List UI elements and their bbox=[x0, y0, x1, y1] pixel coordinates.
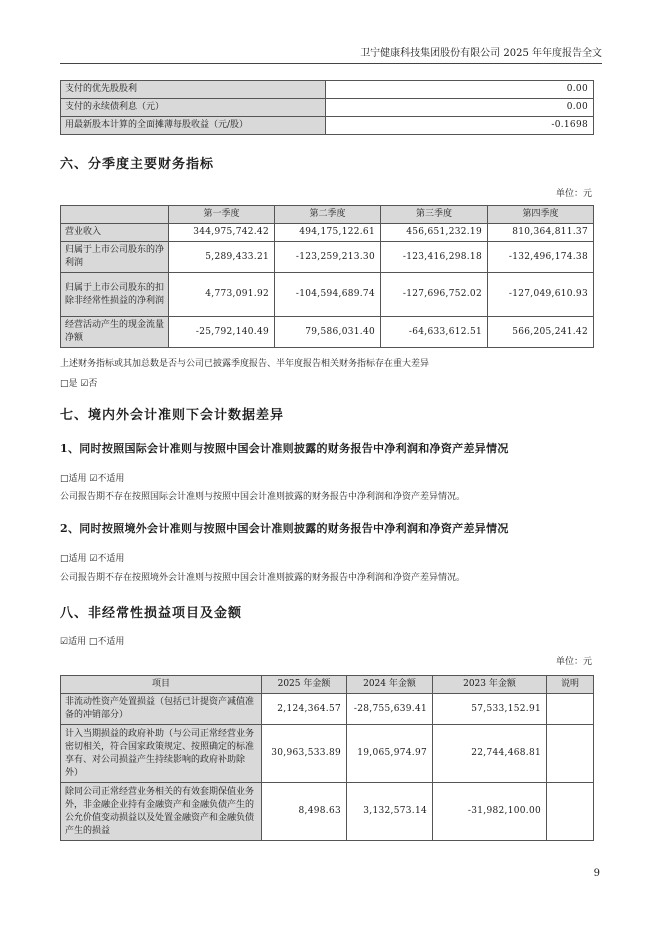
table-row bbox=[61, 273, 594, 317]
cell-value bbox=[547, 783, 594, 841]
cell-value: -123,259,213.30 bbox=[275, 242, 381, 273]
section6-choice: □是 ☑否 bbox=[60, 379, 98, 389]
section7-sub1-choice: □适用 ☑不适用 bbox=[60, 474, 125, 484]
table-row bbox=[61, 725, 594, 783]
cell-value: -25,792,140.49 bbox=[169, 317, 275, 348]
table-row bbox=[61, 81, 594, 99]
cell-value: 4,773,091.92 bbox=[169, 273, 275, 317]
cell-value: 79,586,031.40 bbox=[275, 317, 381, 348]
page-header bbox=[60, 40, 602, 64]
row-label: 非流动性资产处置损益（包括已计提资产减值准备的冲销部分） bbox=[61, 694, 262, 725]
cell-value: -28,755,639.41 bbox=[347, 694, 433, 725]
cell-value: 5,289,433.21 bbox=[169, 242, 275, 273]
section6-unit: 单位：元 bbox=[555, 189, 592, 199]
column-header: 2024 年金额 bbox=[347, 676, 433, 694]
row-label: 支付的优先股股利 bbox=[61, 81, 326, 99]
table-row bbox=[61, 117, 594, 135]
table-row bbox=[61, 694, 594, 725]
dividend-table bbox=[60, 80, 594, 135]
column-header: 2025 年金额 bbox=[262, 676, 347, 694]
column-header: 第三季度 bbox=[381, 206, 488, 224]
cell-value: -104,594,689.74 bbox=[275, 273, 381, 317]
column-header: 2023 年金额 bbox=[433, 676, 547, 694]
column-header: 项目 bbox=[61, 676, 262, 694]
cell-value: 344,975,742.42 bbox=[169, 224, 275, 242]
cell-value: 810,364,811.37 bbox=[488, 224, 594, 242]
cell-value: -64,633,612.51 bbox=[381, 317, 488, 348]
section8-unit: 单位：元 bbox=[555, 657, 592, 667]
cell-value: 57,533,152.91 bbox=[433, 694, 547, 725]
cell-value: -127,049,610.93 bbox=[488, 273, 594, 317]
header-title: 卫宁健康科技集团股份有限公司 2025 年年度报告全文 bbox=[360, 48, 602, 59]
cell-value bbox=[547, 694, 594, 725]
section6-note: 上述财务指标或其加总数是否与公司已披露季度报告、半年度报告相关财务指标存在重大差异 bbox=[60, 359, 430, 369]
page-number: 9 bbox=[593, 868, 600, 879]
row-label: 计入当期损益的政府补助（与公司正常经营业务密切相关，符合国家政策规定、按照确定的标准享有、对公司损益产生持续影响的政府补助除外） bbox=[61, 725, 262, 783]
cell-value: 2,124,364.57 bbox=[262, 694, 347, 725]
row-label: 经营活动产生的现金流量净额 bbox=[61, 317, 169, 348]
section7-sub2-title: 2、同时按照境外会计准则与按照中国会计准则披露的财务报告中净利润和净资产差异情况 bbox=[60, 522, 509, 535]
nonrecurring-table bbox=[60, 675, 594, 841]
row-label: 支付的永续债利息（元） bbox=[61, 99, 326, 117]
section7-sub1-text: 公司报告期不存在按照国际会计准则与按照中国会计准则披露的财务报告中净利润和净资产差异情况。 bbox=[60, 492, 466, 502]
row-label: 归属于上市公司股东的净利润 bbox=[61, 242, 169, 273]
cell-value: -31,982,100.00 bbox=[433, 783, 547, 841]
quarterly-table bbox=[60, 205, 594, 348]
table-row bbox=[61, 242, 594, 273]
cell-value: 30,963,533.89 bbox=[262, 725, 347, 783]
cell-value: 566,205,241.42 bbox=[488, 317, 594, 348]
column-header: 说明 bbox=[547, 676, 594, 694]
cell-value: 3,132,573.14 bbox=[347, 783, 433, 841]
row-label: 归属于上市公司股东的扣除非经常性损益的净利润 bbox=[61, 273, 169, 317]
cell-value: 8,498.63 bbox=[262, 783, 347, 841]
section7-sub2-text: 公司报告期不存在按照境外会计准则与按照中国会计准则披露的财务报告中净利润和净资产差异情况。 bbox=[60, 573, 466, 583]
column-header bbox=[61, 206, 169, 224]
row-label: 营业收入 bbox=[61, 224, 169, 242]
row-value: 0.00 bbox=[326, 81, 594, 99]
section7-sub1-title: 1、同时按照国际会计准则与按照中国会计准则披露的财务报告中净利润和净资产差异情况 bbox=[60, 442, 509, 455]
column-header: 第一季度 bbox=[169, 206, 275, 224]
cell-value: 494,175,122.61 bbox=[275, 224, 381, 242]
cell-value: -127,696,752.02 bbox=[381, 273, 488, 317]
section7-title: 七、境内外会计准则下会计数据差异 bbox=[60, 408, 285, 423]
row-label: 除同公司正常经营业务相关的有效套期保值业务外，非金融企业持有金融资产和金融负债产生的公允价值变动损益以及处置金融资产和金融负债产生的损益 bbox=[61, 783, 262, 841]
table-row bbox=[61, 783, 594, 841]
column-header: 第二季度 bbox=[275, 206, 381, 224]
section8-choice: ☑适用 □不适用 bbox=[60, 637, 125, 647]
cell-value: 22,744,468.81 bbox=[433, 725, 547, 783]
cell-value: 19,065,974.97 bbox=[347, 725, 433, 783]
cell-value: -123,416,298.18 bbox=[381, 242, 488, 273]
cell-value: 456,651,232.19 bbox=[381, 224, 488, 242]
cell-value bbox=[547, 725, 594, 783]
table-row bbox=[61, 224, 594, 242]
table-header-row bbox=[61, 676, 594, 694]
table-row bbox=[61, 317, 594, 348]
section6-title: 六、分季度主要财务指标 bbox=[60, 157, 215, 172]
cell-value: -132,496,174.38 bbox=[488, 242, 594, 273]
row-value: 0.00 bbox=[326, 99, 594, 117]
table-header-row bbox=[61, 206, 594, 224]
row-label: 用最新股本计算的全面摊薄每股收益（元/股） bbox=[61, 117, 326, 135]
table-row bbox=[61, 99, 594, 117]
row-value: -0.1698 bbox=[326, 117, 594, 135]
column-header: 第四季度 bbox=[488, 206, 594, 224]
section7-sub2-choice: □适用 ☑不适用 bbox=[60, 554, 125, 564]
section8-title: 八、非经常性损益项目及金额 bbox=[60, 606, 243, 621]
